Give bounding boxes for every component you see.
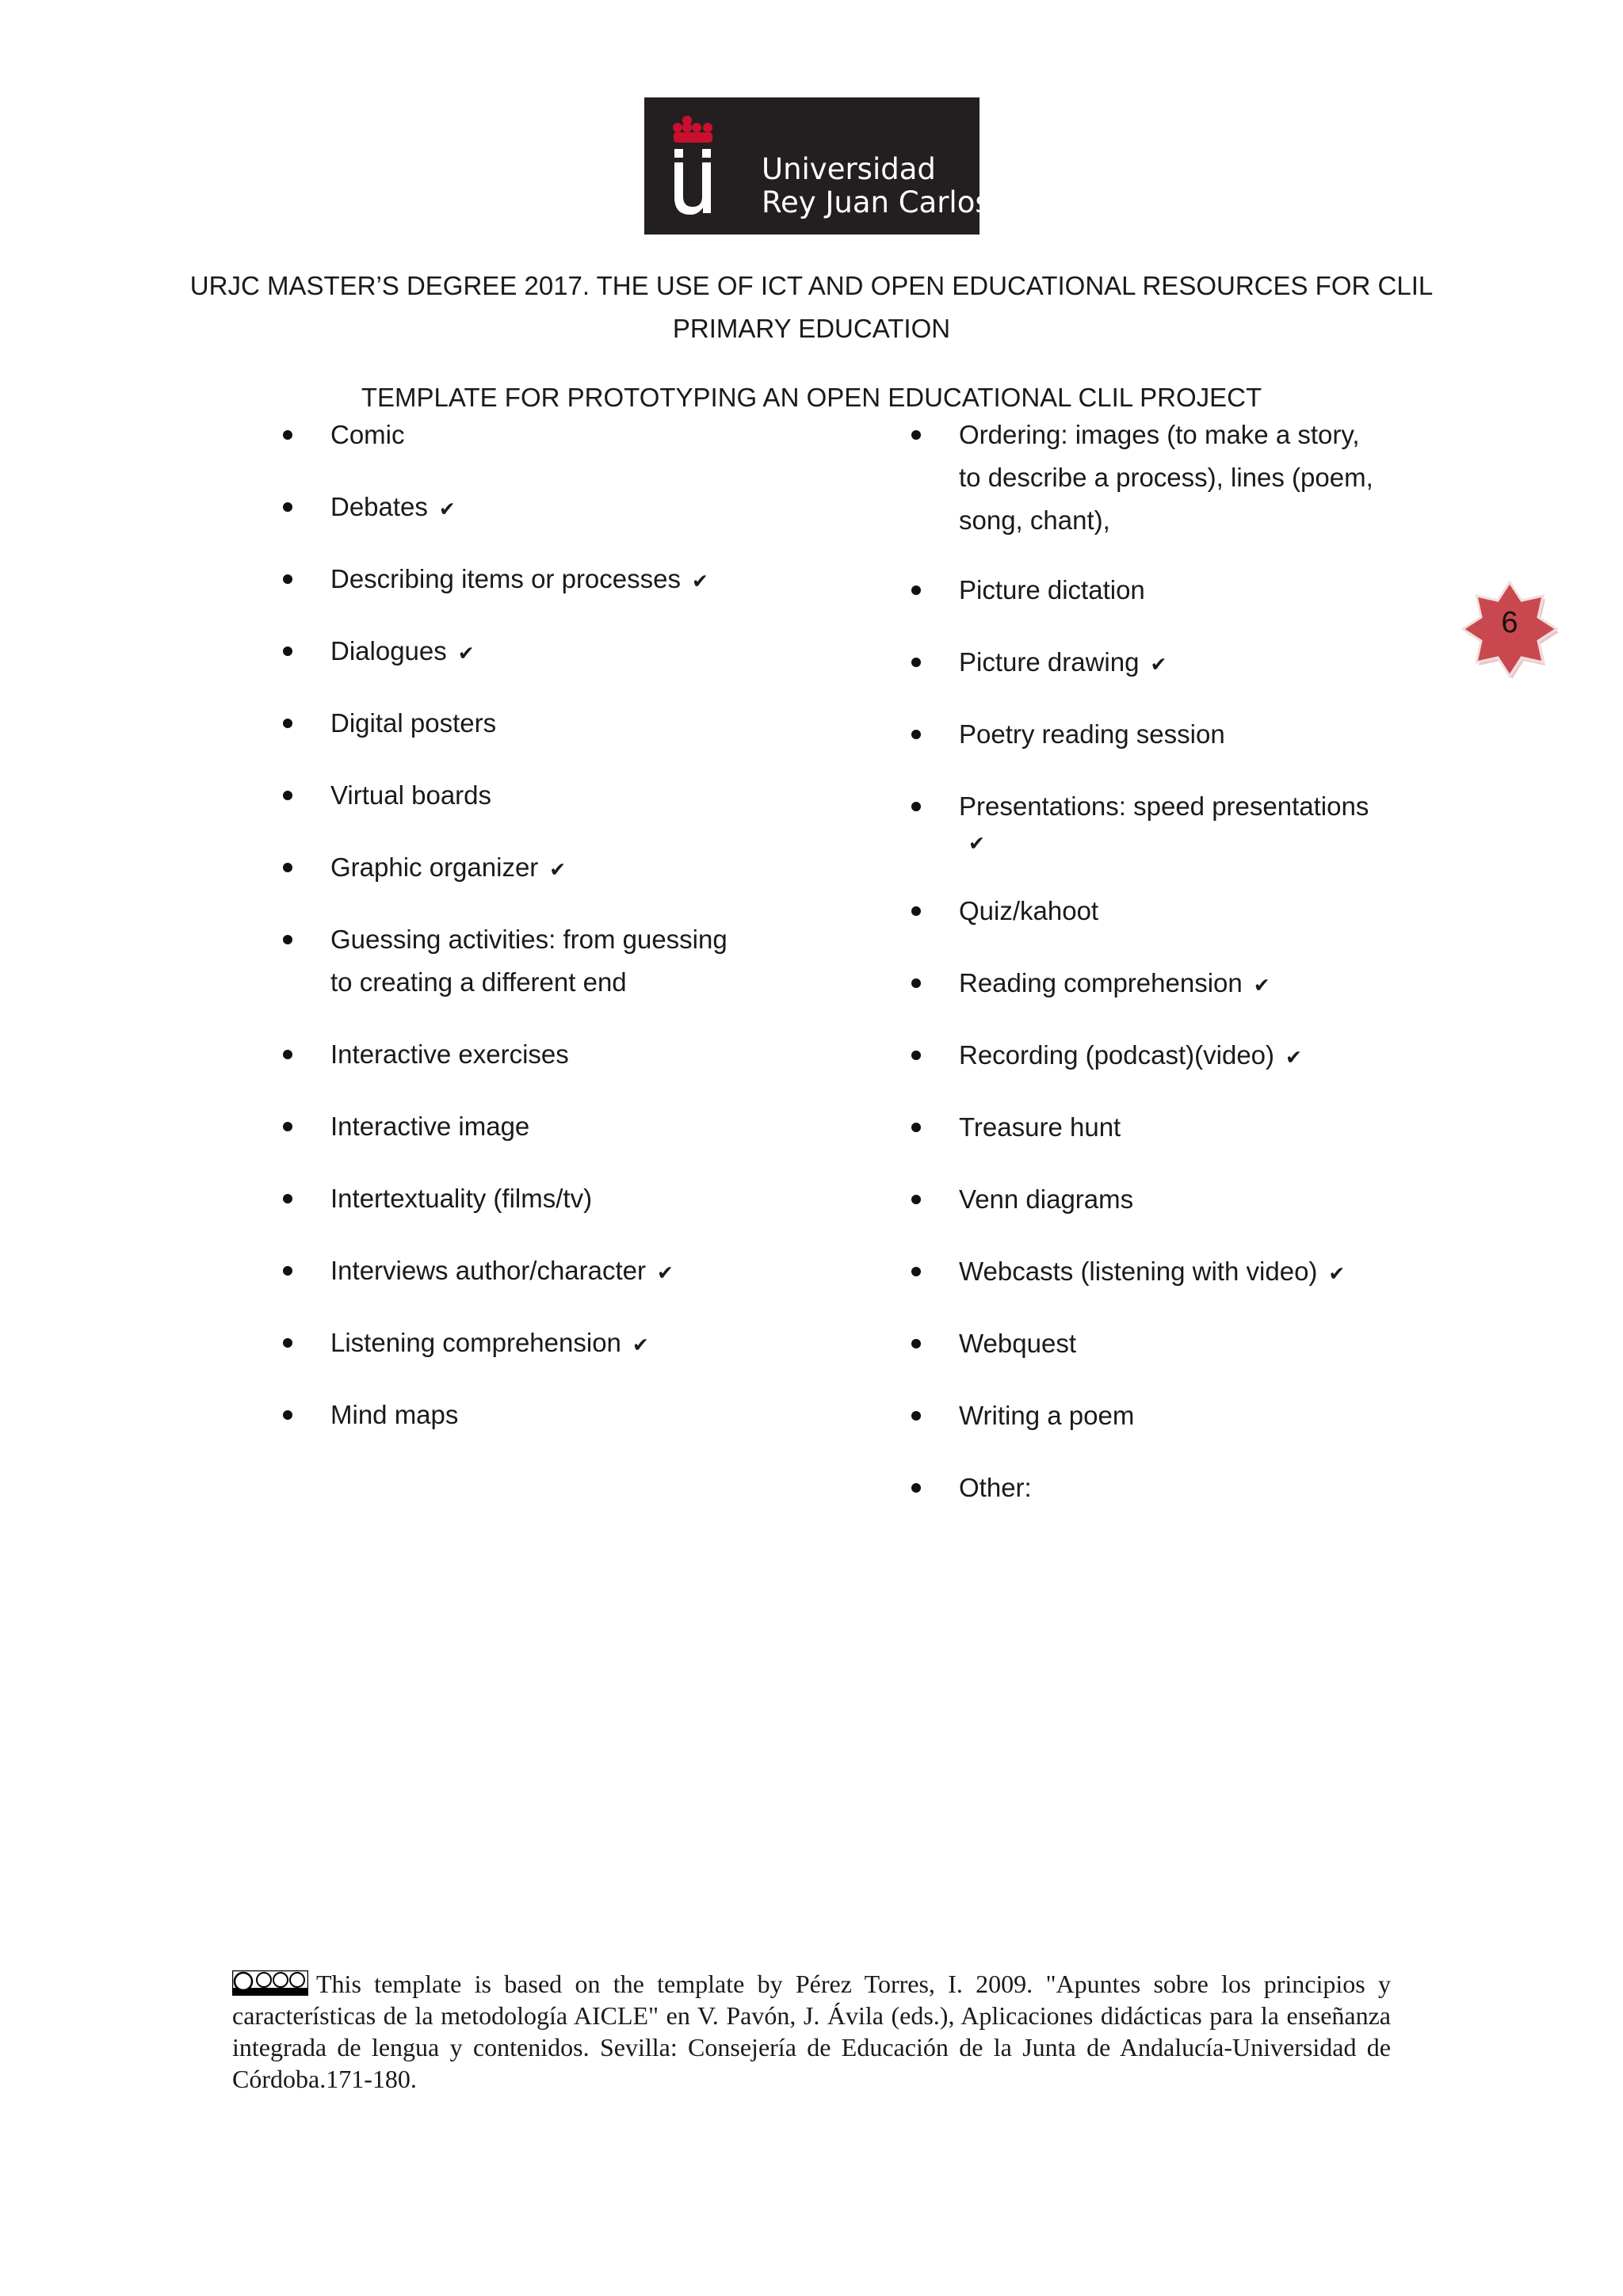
bullet-icon [283, 791, 292, 800]
bullet-icon [911, 1195, 921, 1204]
item-label: Listening comprehension [330, 1328, 621, 1357]
course-subtitle: PRIMARY EDUCATION [672, 314, 951, 343]
list-item [330, 1249, 674, 1295]
item-label: Treasure hunt [959, 1112, 1121, 1142]
item-label-continued: to describe a process), lines (poem, [959, 463, 1373, 492]
item-label: Writing a poem [959, 1401, 1135, 1430]
bullet-icon [283, 430, 292, 440]
item-label: Presentations: speed presentations [959, 791, 1369, 821]
bullet-icon [911, 658, 921, 667]
item-label-continued: song, chant), [959, 505, 1110, 535]
bullet-icon [911, 906, 921, 916]
bullet-icon [911, 1267, 921, 1276]
bullet-icon [911, 730, 921, 739]
item-label: Picture dictation [959, 575, 1145, 605]
item-label: Ordering: images (to make a story, [959, 420, 1360, 449]
list-item [330, 774, 491, 817]
bullet-icon [283, 935, 292, 944]
checkmark-icon: ✔ [632, 1333, 649, 1356]
bullet-icon [911, 1051, 921, 1060]
list-item [959, 1466, 1032, 1509]
checkmark-icon: ✔ [1328, 1262, 1346, 1285]
list-item [330, 1033, 569, 1076]
footer-text: This template is based on the template by Pérez Torres, I. 2009. "Apuntes sobre los principios y características de la metodología AICLE" en V. Pavón, J. Ávila (eds.), Aplicaciones didácticas para la enseñanza integrada de lengua y contenidos. Sevilla: Consejería de Educación de la Junta de Andalucía-Universidad de Córdoba.171-180. [232, 1970, 1391, 2093]
item-label: Debates [330, 492, 428, 521]
item-label-continued: to creating a different end [330, 967, 627, 997]
list-item [959, 1250, 1345, 1295]
bullet-icon [283, 1410, 292, 1420]
item-label: Digital posters [330, 708, 497, 738]
list-item [959, 1106, 1121, 1149]
item-label: Comic [330, 420, 405, 449]
item-label: Interactive exercises [330, 1039, 569, 1069]
list-item [330, 702, 496, 745]
list-item [959, 962, 1270, 1007]
item-label: Intertextuality (films/tv) [330, 1184, 593, 1213]
bullet-icon [283, 646, 292, 656]
university-logo [644, 97, 991, 235]
list-item [959, 569, 1145, 612]
bullet-icon [911, 585, 921, 595]
logo-line-universidad: Universidad [762, 152, 936, 186]
list-item [330, 1177, 592, 1220]
logo-line-rey-juan-carlos: Rey Juan Carlos [762, 185, 991, 219]
list-item [959, 641, 1167, 686]
bullet-icon [283, 502, 292, 512]
page-number: 6 [1501, 606, 1518, 639]
list-item [959, 713, 1225, 756]
item-label: Mind maps [330, 1400, 459, 1429]
list-item [330, 1394, 458, 1436]
item-label: Poetry reading session [959, 719, 1225, 749]
list-item [959, 785, 1369, 860]
list-item [959, 890, 1098, 933]
template-title: TEMPLATE FOR PROTOTYPING AN OPEN EDUCATIONAL CLIL PROJECT [361, 383, 1262, 412]
bullet-icon [911, 978, 921, 988]
list-item [959, 414, 1373, 542]
item-label: Recording (podcast)(video) [959, 1040, 1275, 1070]
list-item [330, 918, 727, 1004]
list-item [330, 630, 475, 675]
bullet-icon [283, 1122, 292, 1131]
list-item [959, 1178, 1133, 1221]
bullet-icon [283, 1338, 292, 1348]
item-label: Interviews author/character [330, 1256, 647, 1285]
cc-by-nc-sa-icon [232, 1970, 308, 1996]
checkmark-icon: ✔ [438, 498, 456, 521]
checkmark-icon: ✔ [657, 1261, 674, 1284]
list-item [959, 1394, 1134, 1437]
list-item [330, 414, 405, 456]
list-item [330, 1322, 649, 1367]
bullet-icon [911, 1123, 921, 1132]
list-item [330, 1105, 529, 1148]
bullet-icon [911, 1339, 921, 1348]
item-label: Describing items or processes [330, 564, 681, 593]
item-label: Other: [959, 1473, 1032, 1502]
item-label: Picture drawing [959, 647, 1140, 677]
bullet-icon [911, 1411, 921, 1421]
list-item [959, 1034, 1302, 1079]
bullet-icon [911, 430, 921, 440]
course-title: URJC MASTER’S DEGREE 2017. THE USE OF ICT AND OPEN EDUCATIONAL RESOURCES FOR CLIL [189, 271, 1434, 300]
checkmark-icon: ✔ [457, 642, 475, 665]
bullet-icon [283, 1050, 292, 1059]
item-label: Webcasts (listening with video) [959, 1257, 1318, 1286]
checkmark-icon: ✔ [1253, 974, 1270, 997]
item-label: Virtual boards [330, 780, 492, 810]
bullet-icon [283, 1266, 292, 1276]
checkmark-icon: ✔ [968, 832, 985, 855]
bullet-icon [283, 719, 292, 728]
footer-citation [232, 1968, 1391, 2095]
item-label: Interactive image [330, 1112, 530, 1141]
item-label: Webquest [959, 1329, 1076, 1358]
item-label: Graphic organizer [330, 852, 539, 882]
list-item [959, 1322, 1076, 1365]
page-number-badge [1457, 576, 1563, 682]
bullet-icon [283, 863, 292, 872]
checkmark-icon: ✔ [1150, 653, 1167, 676]
item-label: Dialogues [330, 636, 447, 666]
item-label: Venn diagrams [959, 1184, 1134, 1214]
checkmark-icon: ✔ [692, 570, 708, 593]
bullet-icon [283, 574, 292, 584]
list-item [330, 486, 456, 531]
checkmark-icon: ✔ [1285, 1046, 1302, 1069]
list-item [330, 558, 708, 603]
item-label: Quiz/kahoot [959, 896, 1099, 925]
bullet-icon [911, 1483, 921, 1493]
checkmark-icon: ✔ [549, 858, 567, 881]
item-label: Reading comprehension [959, 968, 1243, 997]
item-label: Guessing activities: from guessing [330, 925, 727, 954]
bullet-icon [911, 802, 921, 811]
list-item [330, 846, 566, 891]
bullet-icon [283, 1194, 292, 1203]
